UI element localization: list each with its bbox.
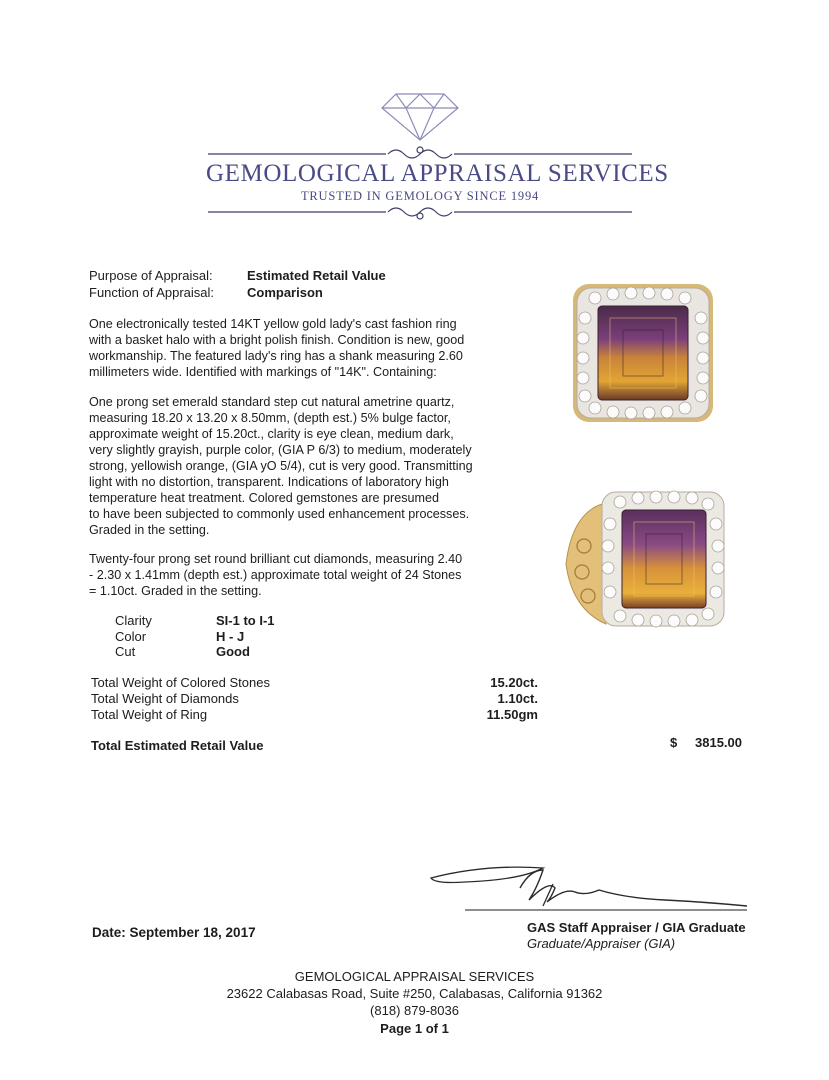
- grade-label-cut: Cut: [115, 644, 136, 659]
- total-ring-value: 11.50gm: [486, 707, 538, 722]
- text-line: temperature heat treatment. Colored gemstones are presumed: [89, 491, 440, 505]
- text-line: light with no distortion, transparent. Indications of laboratory high: [89, 475, 449, 489]
- diamond-icon: [382, 94, 458, 140]
- appraisal-date: Date: September 18, 2017: [92, 925, 256, 940]
- text-line: very slightly grayish, purple color, (GIA P 6/3) to medium, moderately: [89, 443, 472, 457]
- diamond-description: [89, 551, 519, 599]
- retail-value-label: Total Estimated Retail Value: [91, 738, 264, 753]
- brand-name: GEMOLOGICAL APPRAISAL SERVICES: [206, 160, 669, 187]
- ring-photo-angled: [562, 484, 730, 634]
- text-line: = 1.10ct. Graded in the setting.: [89, 584, 262, 598]
- purpose-label: Purpose of Appraisal:: [89, 268, 213, 283]
- text-line: millimeters wide. Identified with markings of "14K". Containing:: [89, 365, 437, 379]
- grade-value-color: H - J: [216, 629, 245, 644]
- ring-description: [89, 316, 519, 380]
- text-line: to have been subjected to commonly used enhancement processes.: [89, 507, 470, 521]
- total-colored-value: 15.20ct.: [490, 675, 538, 690]
- retail-value-amount: 3815.00: [695, 735, 742, 750]
- text-line: Twenty-four prong set round brilliant cut diamonds, measuring 2.40: [89, 552, 463, 566]
- brand-tagline: TRUSTED IN GEMOLOGY SINCE 1994: [300, 189, 540, 203]
- function-label: Function of Appraisal:: [89, 285, 215, 300]
- total-diamonds-value: 1.10ct.: [497, 691, 538, 706]
- footer-phone: (818) 879-8036: [370, 1003, 459, 1018]
- text-line: workmanship. The featured lady's ring has a shank measuring 2.60: [89, 349, 463, 363]
- text-line: strong, yellowish orange, (GIA yO 5/4), cut is very good. Transmitting: [89, 459, 473, 473]
- colored-stone-description: [89, 394, 519, 538]
- total-colored-label: Total Weight of Colored Stones: [91, 675, 270, 690]
- grade-label-clarity: Clarity: [115, 613, 152, 628]
- footer-address: 23622 Calabasas Road, Suite #250, Calabasas, California 91362: [226, 986, 603, 1001]
- text-line: measuring 18.20 x 13.20 x 8.50mm, (depth est.) 5% bulge factor,: [89, 411, 451, 425]
- top-rule-ornament: [208, 147, 632, 158]
- bottom-rule-ornament: [208, 208, 632, 219]
- grade-value-cut: Good: [216, 644, 250, 659]
- text-line: One electronically tested 14KT yellow gold lady's cast fashion ring: [89, 317, 457, 331]
- text-line: - 2.30 x 1.41mm (depth est.) approximate total weight of 24 Stones: [89, 568, 462, 582]
- purpose-value: Estimated Retail Value: [247, 268, 386, 283]
- text-line: Graded in the setting.: [89, 523, 210, 537]
- text-line: approximate weight of 15.20ct., clarity is eye clean, medium dark,: [89, 427, 454, 441]
- total-ring-label: Total Weight of Ring: [91, 707, 208, 722]
- page-number: Page 1 of 1: [380, 1021, 449, 1036]
- handwritten-signature: [425, 858, 755, 928]
- signature-subtitle: Graduate/Appraiser (GIA): [527, 936, 676, 951]
- grade-label-color: Color: [115, 629, 147, 644]
- text-line: with a basket halo with a bright polish finish. Condition is new, good: [89, 333, 465, 347]
- signature-title: GAS Staff Appraiser / GIA Graduate: [527, 920, 746, 935]
- total-diamonds-label: Total Weight of Diamonds: [91, 691, 239, 706]
- currency-symbol: $: [670, 735, 678, 750]
- function-value: Comparison: [247, 285, 323, 300]
- text-line: One prong set emerald standard step cut natural ametrine quartz,: [89, 395, 455, 409]
- grade-value-clarity: SI-1 to I-1: [216, 613, 275, 628]
- ring-photo-top: [565, 278, 721, 428]
- footer-company: GEMOLOGICAL APPRAISAL SERVICES: [294, 969, 535, 984]
